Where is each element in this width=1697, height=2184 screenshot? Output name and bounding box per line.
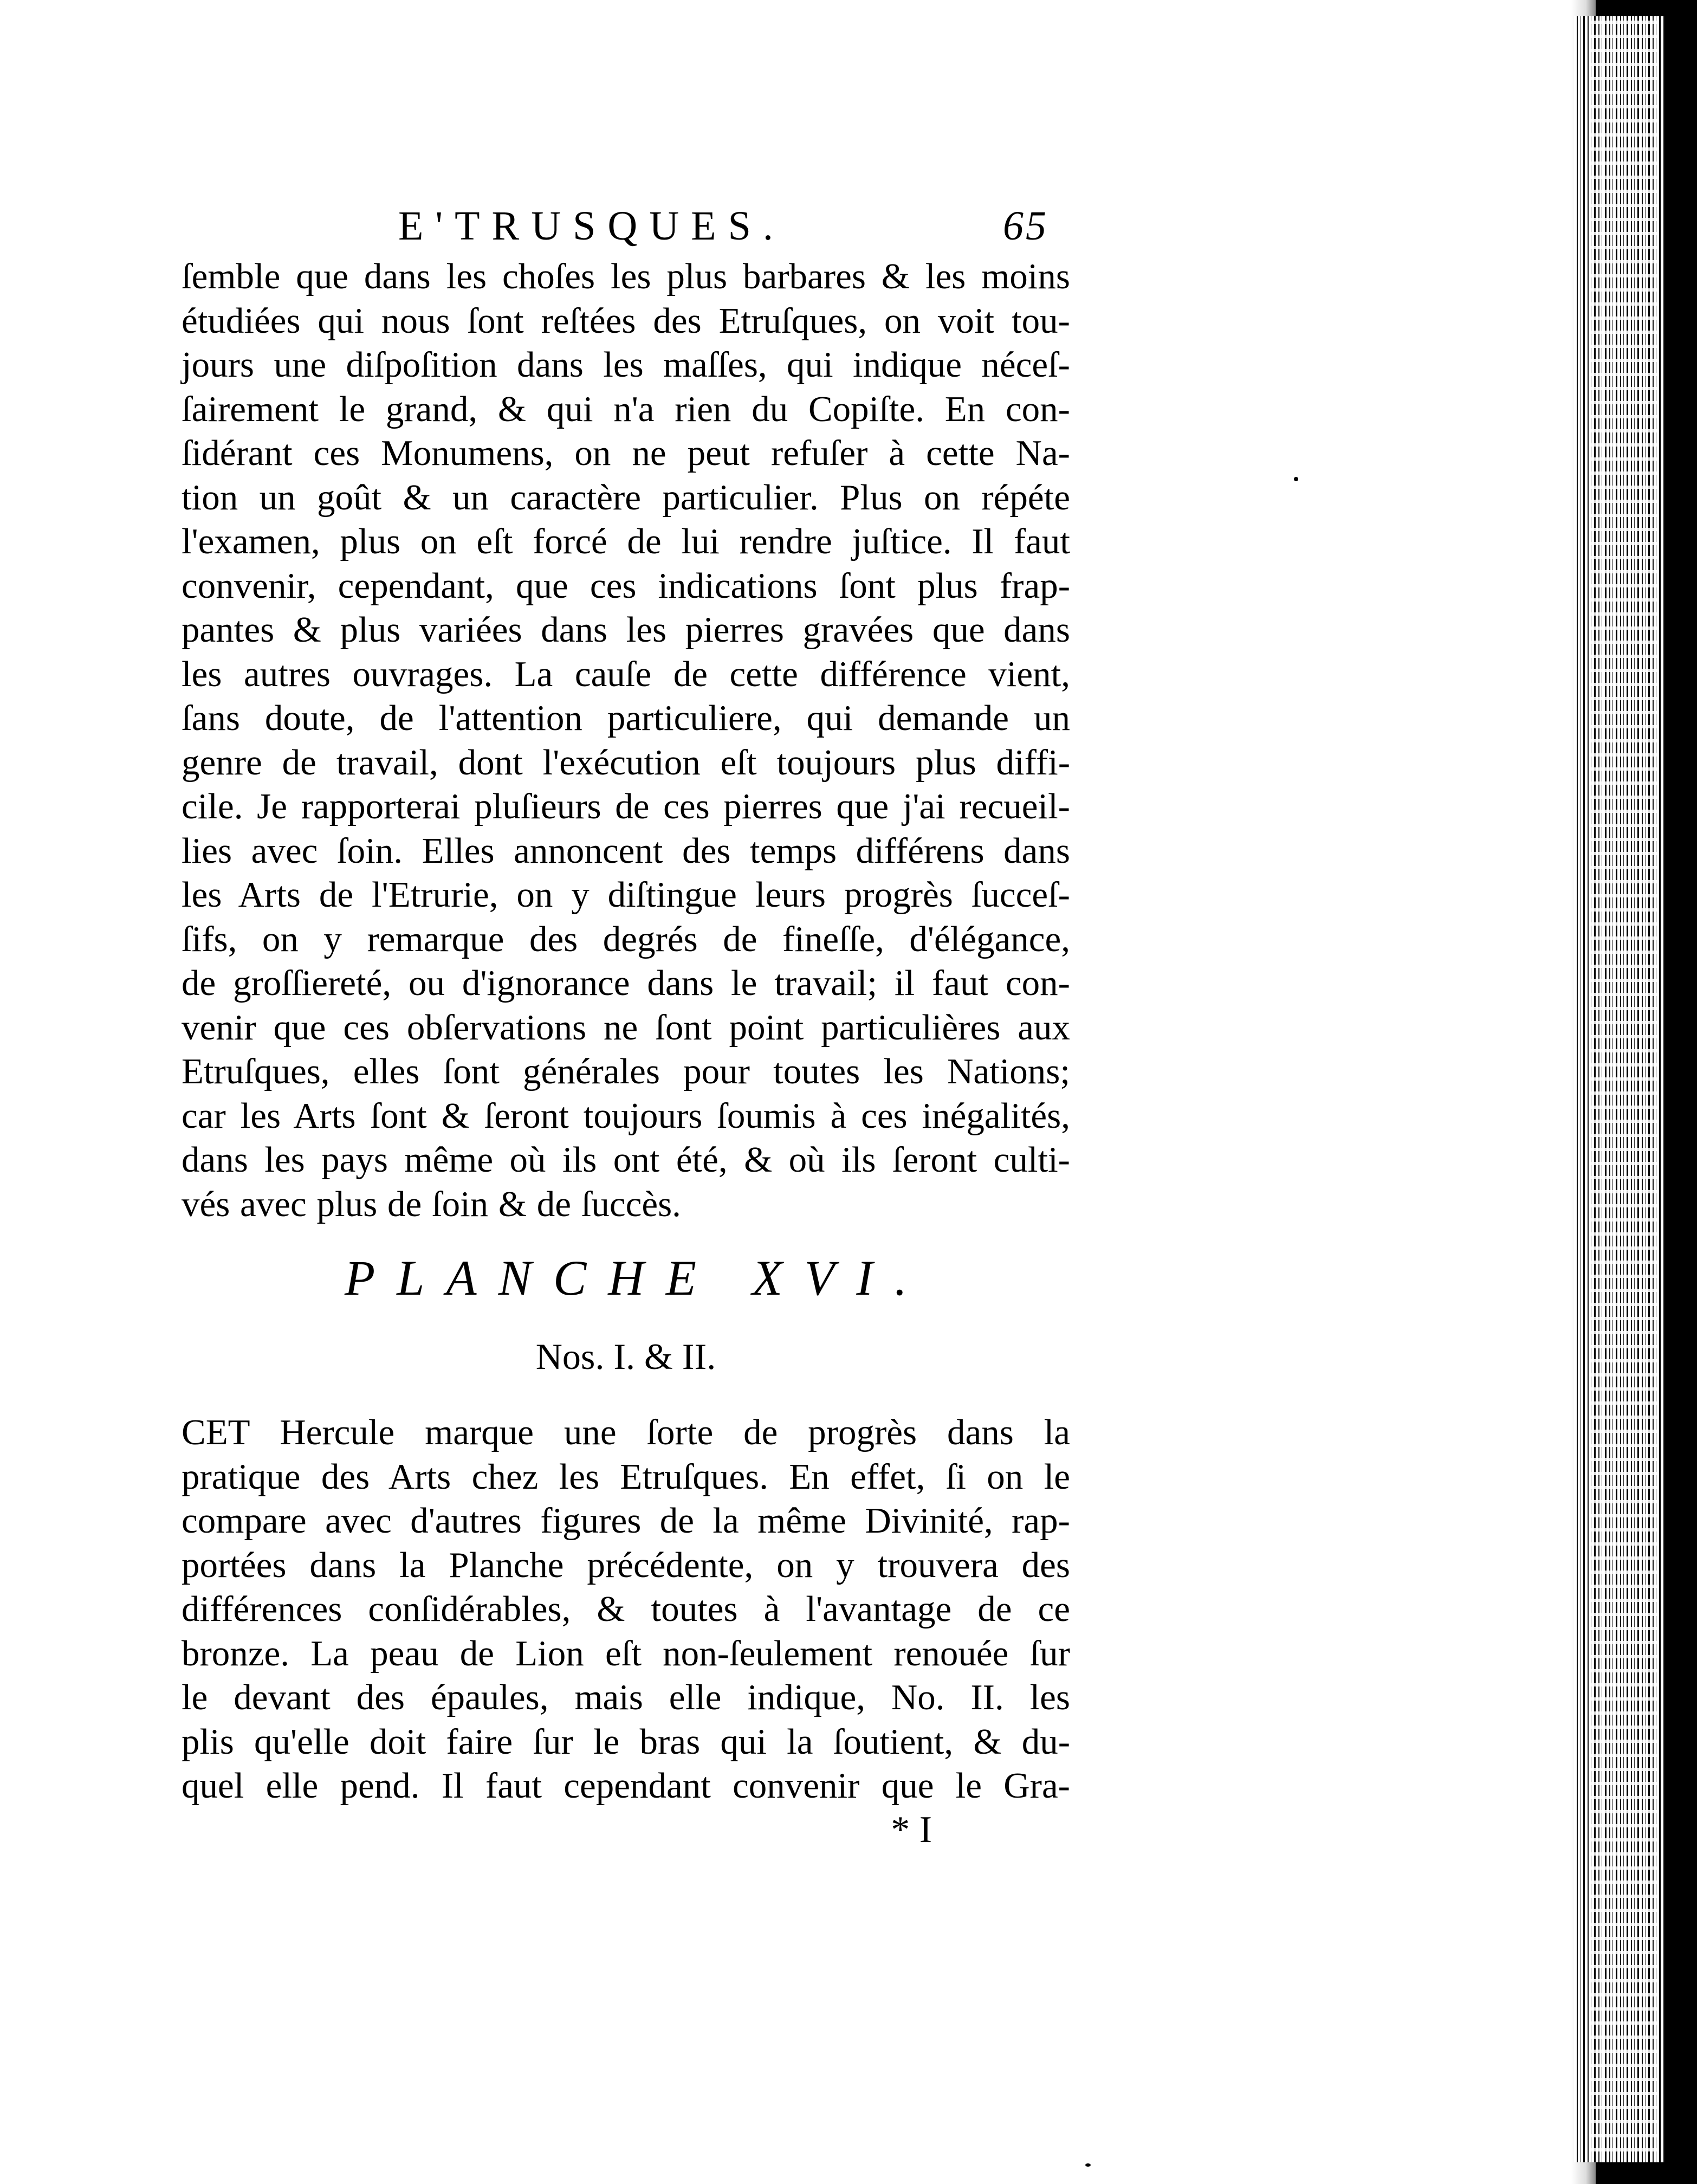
text-line: cile. Je rapporterai pluſieurs de ces pierres que j'ai recueil-	[182, 786, 1070, 826]
background-dark	[1664, 16, 1697, 2162]
text-line: ſans doute, de l'attention particuliere, qui demande un	[182, 698, 1070, 738]
text-line: étudiées qui nous ſont reſtées des Etruſques, on voit tou-	[182, 300, 1070, 341]
text-line: ſairement le grand, & qui n'a rien du Copiſte. En con-	[182, 389, 1070, 429]
text-line: le devant des épaules, mais elle indique, No. II. les	[182, 1677, 1070, 1717]
page-number: 65	[1003, 203, 1048, 249]
text-line: genre de travail, dont l'exécution eſt toujours plus diffi-	[182, 742, 1070, 783]
text-line: lies avec ſoin. Elles annoncent des temps différens dans	[182, 830, 1070, 871]
text-line: dans les pays même où ils ont été, & où ils ſeront culti-	[182, 1140, 1070, 1180]
catchword: * I	[891, 1808, 932, 1851]
book-fore-edge	[1574, 16, 1697, 2162]
running-head	[182, 198, 1070, 255]
text-line: portées dans la Planche précédente, on y trouvera des	[182, 1545, 1070, 1585]
text-line: l'examen, plus on eſt forcé de lui rendre juſtice. Il faut	[182, 521, 1070, 561]
text-line: plis qu'elle doit faire ſur le bras qui la ſoutient, & du-	[182, 1721, 1070, 1762]
fore-edge-texture	[1590, 16, 1659, 2162]
text-block	[182, 198, 1070, 1852]
text-line: bronze. La peau de Lion eſt non-ſeulement renouée ſur	[182, 1633, 1070, 1673]
text-line: CET Hercule marque une ſorte de progrès dans la	[182, 1412, 1070, 1452]
text-line: les Arts de l'Etrurie, on y diſtingue leurs progrès ſucceſ-	[182, 875, 1070, 915]
text-line: compare avec d'autres figures de la même Divinité, rap-	[182, 1501, 1070, 1541]
text-line: ſidérant ces Monumens, on ne peut refuſer à cette Na-	[182, 433, 1070, 473]
text-line: de groſſiereté, ou d'ignorance dans le travail; il faut con-	[182, 963, 1070, 1003]
plate-heading: PLANCHE XVI.	[345, 1250, 929, 1306]
text-line: convenir, cependant, que ces indications ſont plus frap-	[182, 565, 1070, 606]
text-line: ſifs, on y remarque des degrés de fineſſe, d'élégance,	[182, 919, 1070, 959]
text-line: jours une diſpoſition dans les maſſes, qui indique néceſ-	[182, 345, 1070, 385]
paragraph-1	[182, 255, 1070, 1226]
text-line: les autres ouvrages. La cauſe de cette différence vient,	[182, 654, 1070, 694]
text-line: car les Arts ſont & ſeront toujours ſoumis à ces inégalités,	[182, 1095, 1070, 1136]
text-line: Etruſques, elles ſont générales pour toutes les Nations;	[182, 1051, 1070, 1091]
text-line: vés avec plus de ſoin & de ſuccès.	[182, 1184, 681, 1224]
ink-speck	[1294, 477, 1298, 481]
text-line: venir que ces obſervations ne ſont point particulières aux	[182, 1007, 1070, 1048]
text-line: quel elle pend. Il faut cependant convenir que le Gra-	[182, 1766, 1070, 1806]
text-line: ſemble que dans les choſes les plus barbares & les moins	[182, 256, 1070, 296]
text-line: pantes & plus variées dans les pierres gravées que dans	[182, 610, 1070, 650]
text-line: différences conſidérables, & toutes à l'avantage de ce	[182, 1589, 1070, 1629]
numbers-heading: Nos. I. & II.	[535, 1336, 716, 1377]
text-line: pratique des Arts chez les Etruſques. En effet, ſi on le	[182, 1456, 1070, 1497]
ink-speck	[1085, 2163, 1091, 2167]
running-title: E'TRUSQUES.	[398, 203, 785, 249]
paragraph-2	[182, 1411, 1070, 1808]
text-line: tion un goût & un caractère particulier. Plus on répéte	[182, 477, 1070, 518]
